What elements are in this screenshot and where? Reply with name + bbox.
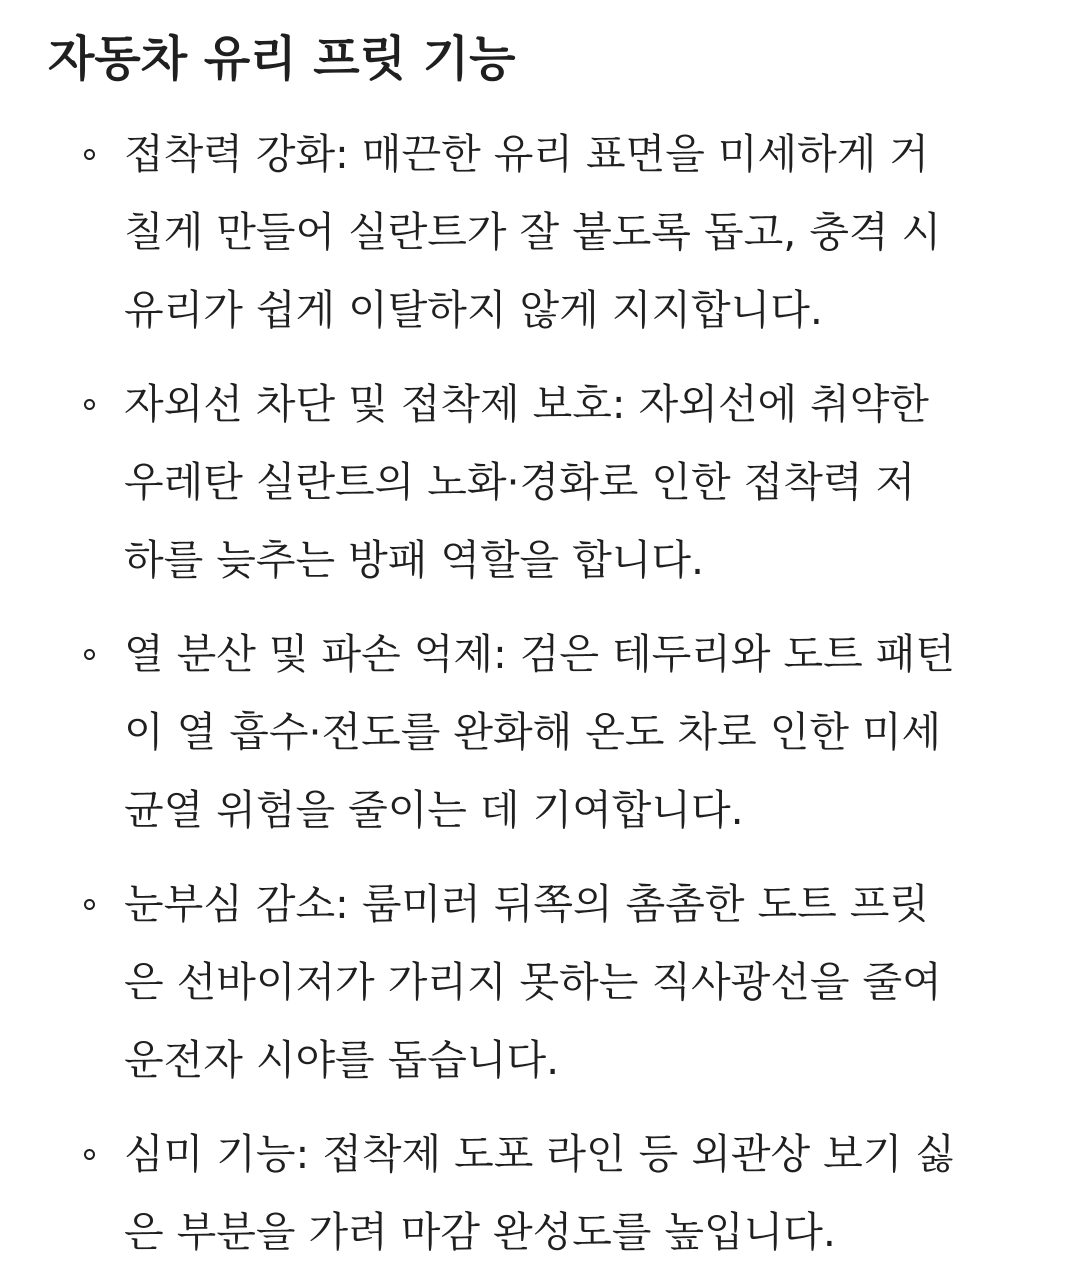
section-heading: 자동차 유리 프릿 기능 bbox=[48, 31, 516, 87]
list-item-line: 자외선 차단 및 접착제 보호: 자외선에 취약한 bbox=[124, 380, 929, 428]
list-item-line: 접착력 강화: 매끈한 유리 표면을 미세하게 거 bbox=[124, 130, 929, 178]
hollow-circle-bullet-icon bbox=[84, 399, 95, 410]
list-item-line: 칠게 만들어 실란트가 잘 붙도록 돕고, 충격 시 bbox=[124, 208, 942, 256]
hollow-circle-bullet-icon bbox=[84, 149, 95, 160]
hollow-circle-bullet-icon bbox=[84, 1149, 95, 1160]
list-item-line: 균열 위험을 줄이는 데 기여합니다. bbox=[124, 786, 744, 834]
list-item-line: 은 부분을 가려 마감 완성도를 높입니다. bbox=[124, 1208, 836, 1256]
list-item-line: 이 열 흡수·전도를 완화해 온도 차로 인한 미세 bbox=[124, 708, 942, 756]
list-item-line: 하를 늦추는 방패 역할을 합니다. bbox=[124, 536, 705, 584]
list-item-line: 유리가 쉽게 이탈하지 않게 지지합니다. bbox=[124, 286, 823, 334]
hollow-circle-bullet-icon bbox=[84, 649, 95, 660]
list-item-line: 열 분산 및 파손 억제: 검은 테두리와 도트 패턴 bbox=[124, 630, 955, 678]
hollow-circle-bullet-icon bbox=[84, 899, 95, 910]
list-item-line: 심미 기능: 접착제 도포 라인 등 외관상 보기 싫 bbox=[124, 1130, 955, 1178]
list-item-line: 눈부심 감소: 룸미러 뒤쪽의 촘촘한 도트 프릿 bbox=[124, 880, 929, 928]
list-item-line: 운전자 시야를 돕습니다. bbox=[124, 1036, 560, 1084]
list-item-line: 은 선바이저가 가리지 못하는 직사광선을 줄여 bbox=[124, 958, 942, 1006]
list-item-line: 우레탄 실란트의 노화·경화로 인한 접착력 저 bbox=[124, 458, 916, 506]
